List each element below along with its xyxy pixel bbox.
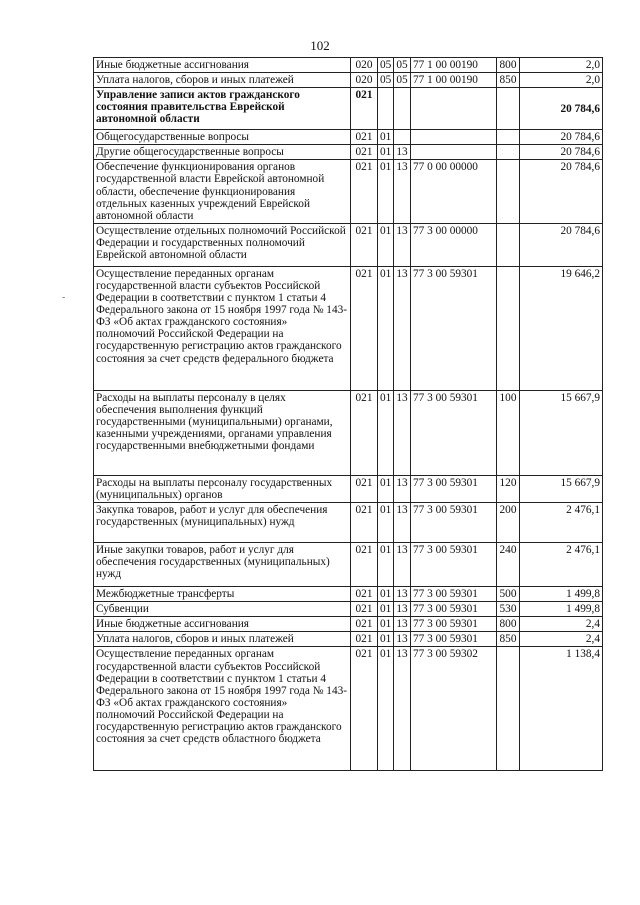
row-sum-cell: 20 784,6 (520, 88, 603, 130)
row-gr-code-cell: 021 (351, 632, 378, 647)
row-gr-code-cell: 021 (351, 543, 378, 587)
row-sum-cell: 2,4 (520, 617, 603, 632)
table-row (94, 602, 603, 617)
table-row (94, 160, 603, 223)
row-gr-code-cell: 021 (351, 587, 378, 602)
row-name-cell: Осуществление переданных органам государственной власти субъектов Российской Федерации в соответствии с пунктом 1 статьи 4 Федерального закона от 15 ноября 1997 года № 143-ФЗ «Об актах гражданского состояния» полномочий Российской Федерации на государственную регистрацию актов гражданского состояния за счет средств федерального бюджета (94, 266, 351, 390)
row-vr-code-cell: 200 (497, 503, 520, 543)
row-rz-code-cell: 01 (378, 647, 394, 771)
table-row (94, 58, 603, 73)
row-gr-code-cell: 021 (351, 266, 378, 390)
row-vr-code-cell (497, 160, 520, 223)
row-gr-code-cell: 021 (351, 223, 378, 266)
row-sum-cell: 2,0 (520, 58, 603, 73)
row-gr-code-cell: 021 (351, 647, 378, 771)
row-pr-code-cell: 13 (394, 543, 411, 587)
table-row (94, 145, 603, 160)
row-pr-code-cell: 05 (394, 73, 411, 88)
row-rz-code-cell: 01 (378, 587, 394, 602)
row-vr-code-cell: 500 (497, 587, 520, 602)
row-gr-code-cell: 021 (351, 145, 378, 160)
budget-table-body (94, 58, 603, 771)
row-rz-code-cell: 01 (378, 130, 394, 145)
row-pr-code-cell (394, 88, 411, 130)
row-vr-code-cell: 850 (497, 632, 520, 647)
row-vr-code-cell: 800 (497, 617, 520, 632)
row-rz-code-cell: 01 (378, 160, 394, 223)
row-pr-code-cell: 13 (394, 160, 411, 223)
row-vr-code-cell: 850 (497, 73, 520, 88)
row-name-cell: Иные закупки товаров, работ и услуг для обеспечения государственных (муниципальных) нужд (94, 543, 351, 587)
table-row (94, 617, 603, 632)
table-row (94, 73, 603, 88)
row-pr-code-cell: 13 (394, 266, 411, 390)
row-gr-code-cell: 020 (351, 73, 378, 88)
row-csr-code-cell: 77 3 00 59302 (411, 647, 497, 771)
table-row (94, 223, 603, 266)
row-rz-code-cell: 05 (378, 58, 394, 73)
table-row (94, 266, 603, 390)
row-rz-code-cell: 01 (378, 617, 394, 632)
row-csr-code-cell: 77 3 00 59301 (411, 390, 497, 475)
row-name-cell: Обеспечение функционирования органов государственной власти Еврейской автономной области, обеспечение функционирования отдельных казенных учреждений Еврейской автономной области (94, 160, 351, 223)
row-csr-code-cell (411, 130, 497, 145)
row-gr-code-cell: 021 (351, 475, 378, 502)
row-sum-cell: 20 784,6 (520, 130, 603, 145)
row-gr-code-cell: 021 (351, 160, 378, 223)
row-name-cell: Осуществление переданных органам государственной власти субъектов Российской Федерации в соответствии с пунктом 1 статьи 4 Федерального закона от 15 ноября 1997 года № 143-ФЗ «Об актах гражданского состояния» полномочий Российской Федерации на государственную регистрацию актов гражданского состояния за счет средств областного бюджета (94, 647, 351, 771)
row-name-cell: Управление записи актов гражданского состояния правительства Еврейской автономной области (94, 88, 351, 130)
row-csr-code-cell: 77 3 00 59301 (411, 617, 497, 632)
row-pr-code-cell: 13 (394, 647, 411, 771)
row-sum-cell: 2,4 (520, 632, 603, 647)
row-csr-code-cell: 77 3 00 59301 (411, 475, 497, 502)
row-rz-code-cell: 05 (378, 73, 394, 88)
table-row (94, 587, 603, 602)
row-vr-code-cell: 120 (497, 475, 520, 502)
row-gr-code-cell: 021 (351, 130, 378, 145)
row-rz-code-cell: 01 (378, 145, 394, 160)
row-csr-code-cell (411, 88, 497, 130)
row-pr-code-cell: 13 (394, 602, 411, 617)
row-csr-code-cell: 77 3 00 59301 (411, 266, 497, 390)
row-vr-code-cell: 800 (497, 58, 520, 73)
margin-mark: - (62, 292, 66, 303)
row-sum-cell: 2 476,1 (520, 503, 603, 543)
row-rz-code-cell: 01 (378, 543, 394, 587)
row-rz-code-cell: 01 (378, 390, 394, 475)
row-gr-code-cell: 021 (351, 617, 378, 632)
table-row (94, 543, 603, 587)
row-name-cell: Уплата налогов, сборов и иных платежей (94, 632, 351, 647)
row-name-cell: Субвенции (94, 602, 351, 617)
row-name-cell: Общегосударственные вопросы (94, 130, 351, 145)
row-rz-code-cell (378, 88, 394, 130)
row-name-cell: Иные бюджетные ассигнования (94, 617, 351, 632)
row-pr-code-cell: 05 (394, 58, 411, 73)
row-rz-code-cell: 01 (378, 503, 394, 543)
row-pr-code-cell: 13 (394, 632, 411, 647)
row-name-cell: Иные бюджетные ассигнования (94, 58, 351, 73)
row-pr-code-cell: 13 (394, 145, 411, 160)
row-name-cell: Межбюджетные трансферты (94, 587, 351, 602)
row-pr-code-cell: 13 (394, 617, 411, 632)
row-gr-code-cell: 021 (351, 503, 378, 543)
row-csr-code-cell: 77 0 00 00000 (411, 160, 497, 223)
row-name-cell: Уплата налогов, сборов и иных платежей (94, 73, 351, 88)
table-row (94, 503, 603, 543)
row-pr-code-cell: 13 (394, 587, 411, 602)
row-csr-code-cell: 77 3 00 59301 (411, 632, 497, 647)
row-csr-code-cell (411, 145, 497, 160)
row-pr-code-cell (394, 130, 411, 145)
row-gr-code-cell: 021 (351, 88, 378, 130)
row-pr-code-cell: 13 (394, 475, 411, 502)
row-name-cell: Расходы на выплаты персоналу государственных (муниципальных) органов (94, 475, 351, 502)
row-gr-code-cell: 020 (351, 58, 378, 73)
row-name-cell: Другие общегосударственные вопросы (94, 145, 351, 160)
row-vr-code-cell (497, 130, 520, 145)
row-name-cell: Расходы на выплаты персоналу в целях обеспечения выполнения функций государственными (муниципальными) органами, казенными учреждениями, органами управления государственными внебюджетными фондами (94, 390, 351, 475)
row-vr-code-cell: 100 (497, 390, 520, 475)
row-pr-code-cell: 13 (394, 503, 411, 543)
row-pr-code-cell: 13 (394, 223, 411, 266)
row-csr-code-cell: 77 3 00 59301 (411, 602, 497, 617)
table-row (94, 632, 603, 647)
row-sum-cell: 15 667,9 (520, 475, 603, 502)
row-name-cell: Осуществление отдельных полномочий Российской Федерации и государственных полномочий Еврейской автономной области (94, 223, 351, 266)
row-vr-code-cell (497, 88, 520, 130)
row-sum-cell: 2,0 (520, 73, 603, 88)
row-pr-code-cell: 13 (394, 390, 411, 475)
row-rz-code-cell: 01 (378, 223, 394, 266)
row-rz-code-cell: 01 (378, 475, 394, 502)
row-vr-code-cell (497, 223, 520, 266)
row-rz-code-cell: 01 (378, 602, 394, 617)
row-sum-cell: 1 138,4 (520, 647, 603, 771)
row-vr-code-cell: 530 (497, 602, 520, 617)
row-rz-code-cell: 01 (378, 266, 394, 390)
row-csr-code-cell: 77 3 00 00000 (411, 223, 497, 266)
row-rz-code-cell: 01 (378, 632, 394, 647)
row-csr-code-cell: 77 1 00 00190 (411, 73, 497, 88)
row-gr-code-cell: 021 (351, 390, 378, 475)
table-row (94, 647, 603, 771)
row-csr-code-cell: 77 1 00 00190 (411, 58, 497, 73)
row-sum-cell: 1 499,8 (520, 602, 603, 617)
row-name-cell: Закупка товаров, работ и услуг для обеспечения государственных (муниципальных) нужд (94, 503, 351, 543)
row-vr-code-cell (497, 145, 520, 160)
table-row (94, 88, 603, 130)
row-vr-code-cell (497, 647, 520, 771)
table-row (94, 475, 603, 502)
row-gr-code-cell: 021 (351, 602, 378, 617)
row-vr-code-cell: 240 (497, 543, 520, 587)
row-csr-code-cell: 77 3 00 59301 (411, 543, 497, 587)
table-row (94, 390, 603, 475)
row-csr-code-cell: 77 3 00 59301 (411, 587, 497, 602)
row-csr-code-cell: 77 3 00 59301 (411, 503, 497, 543)
row-vr-code-cell (497, 266, 520, 390)
page-number: 102 (310, 38, 330, 53)
row-sum-cell: 20 784,6 (520, 145, 603, 160)
budget-table (93, 57, 603, 771)
row-sum-cell: 1 499,8 (520, 587, 603, 602)
row-sum-cell: 20 784,6 (520, 223, 603, 266)
row-sum-cell: 15 667,9 (520, 390, 603, 475)
row-sum-cell: 19 646,2 (520, 266, 603, 390)
row-sum-cell: 2 476,1 (520, 543, 603, 587)
table-row (94, 130, 603, 145)
row-sum-cell: 20 784,6 (520, 160, 603, 223)
